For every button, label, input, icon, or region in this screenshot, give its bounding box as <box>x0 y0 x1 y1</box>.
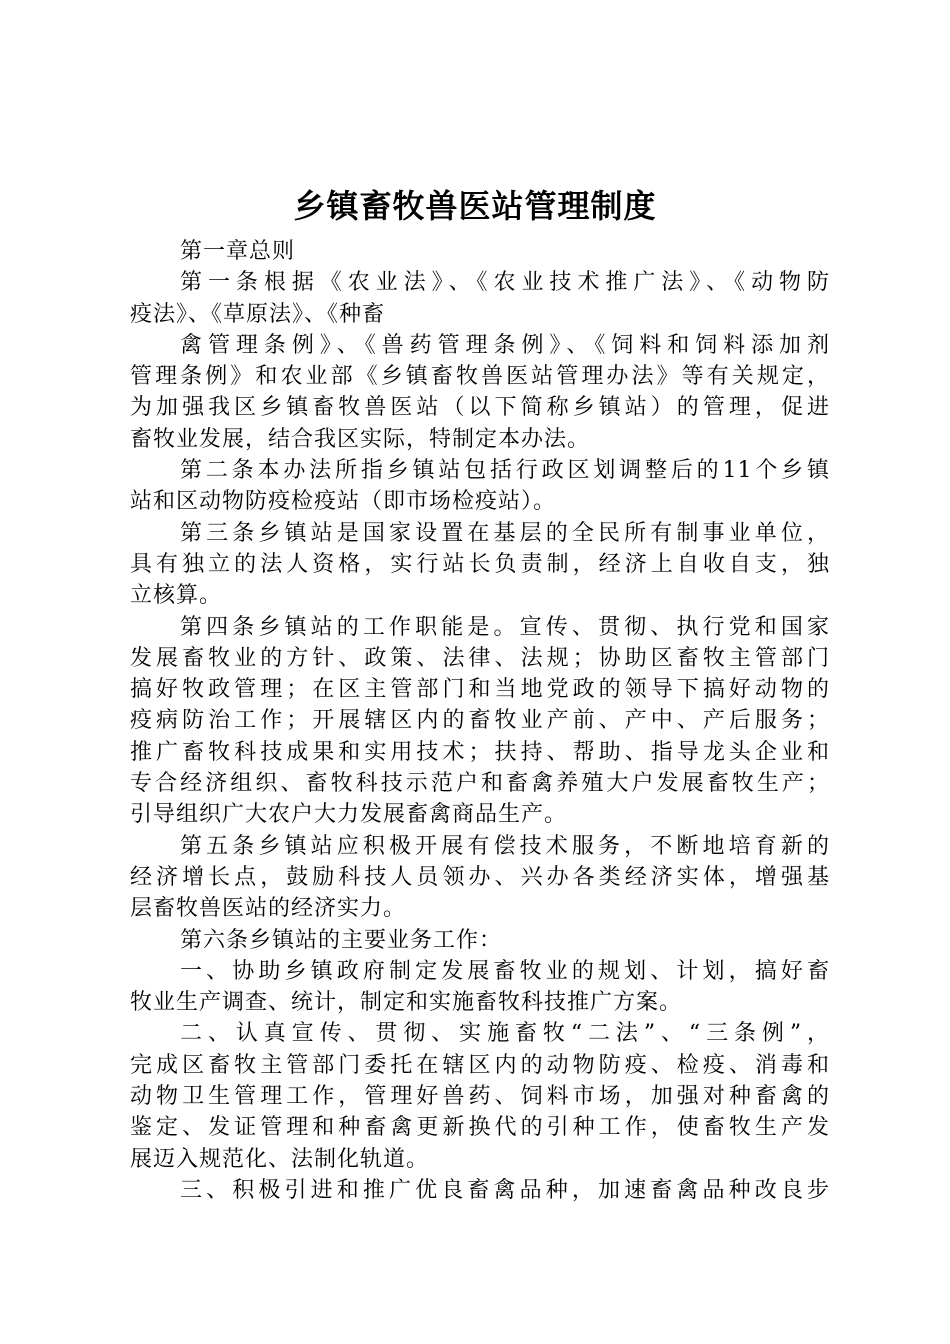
text-line: 发展畜牧业的方针、政策、法律、法规；协助区畜牧主管部门 <box>130 645 830 671</box>
text-line: 第三条乡镇站是国家设置在基层的全民所有制事业单位， <box>180 520 830 546</box>
text-line: 专合经济组织、畜牧科技示范户和畜禽养殖大户发展畜牧生产； <box>130 771 830 797</box>
text-line: 立核算。 <box>130 583 223 609</box>
text-line: 完成区畜牧主管部门委托在辖区内的动物防疫、检疫、消毒和 <box>130 1052 830 1078</box>
text-line: 引导组织广大农户大力发展畜禽商品生产。 <box>130 802 568 828</box>
text-line: 动物卫生管理工作，管理好兽药、饲料市场，加强对种畜禽的 <box>130 1084 830 1110</box>
text-line: 搞好牧政管理；在区主管部门和当地党政的领导下搞好动物的 <box>130 677 830 703</box>
text-line: 一、协助乡镇政府制定发展畜牧业的规划、计划，搞好畜 <box>180 958 830 984</box>
text-line: 鉴定、发证管理和种畜禽更新换代的引种工作，使畜牧生产发 <box>130 1115 830 1141</box>
text-line: 牧业生产调查、统计，制定和实施畜牧科技推广方案。 <box>130 990 683 1016</box>
text-line: 站和区动物防疫检疫站（即市场检疫站）。 <box>130 489 557 515</box>
text-line: 第四条乡镇站的工作职能是。宣传、贯彻、执行党和国家 <box>180 614 830 640</box>
text-line: 具有独立的法人资格，实行站长负责制，经济上自收自支，独 <box>130 551 830 577</box>
document-body <box>130 236 830 1206</box>
text-line: 二、认真宣传、贯彻、实施畜牧“二法”、“三条例”， <box>180 1021 830 1047</box>
text-line: 推广畜牧科技成果和实用技术；扶持、帮助、指导龙头企业和 <box>130 739 830 765</box>
text-line: 三、积极引进和推广优良畜禽品种，加速畜禽品种改良步 <box>180 1177 830 1203</box>
text-line: 禽管理条例》、《兽药管理条例》、《饲料和饲料添加剂 <box>180 332 830 358</box>
text-line: 第一条根据《农业法》、《农业技术推广法》、《动物防 <box>180 270 830 296</box>
text-line: 层畜牧兽医站的经济实力。 <box>130 896 407 922</box>
text-line: 为加强我区乡镇畜牧兽医站（以下简称乡镇站）的管理，促进 <box>130 395 830 421</box>
text-line: 第六条乡镇站的主要业务工作： <box>180 927 503 953</box>
text-line: 畜牧业发展，结合我区实际，特制定本办法。 <box>130 426 591 452</box>
text-line: 第五条乡镇站应积极开展有偿技术服务，不断地培育新的 <box>180 833 830 859</box>
text-line: 展迈入规范化、法制化轨道。 <box>130 1146 430 1172</box>
text-line: 疫法》、《草原法》、《种畜 <box>130 301 386 327</box>
text-line: 经济增长点，鼓励科技人员领办、兴办各类经济实体，增强基 <box>130 864 830 890</box>
text-line: 第一章总则 <box>180 239 296 264</box>
text-line: 第二条本办法所指乡镇站包括行政区划调整后的11个乡镇 <box>180 458 830 484</box>
text-line: 疫病防治工作；开展辖区内的畜牧业产前、产中、产后服务； <box>130 708 830 734</box>
page-title: 乡镇畜牧兽医站管理制度 <box>293 187 657 225</box>
text-line: 管理条例》和农业部《乡镇畜牧兽医站管理办法》等有关规定， <box>130 364 830 390</box>
